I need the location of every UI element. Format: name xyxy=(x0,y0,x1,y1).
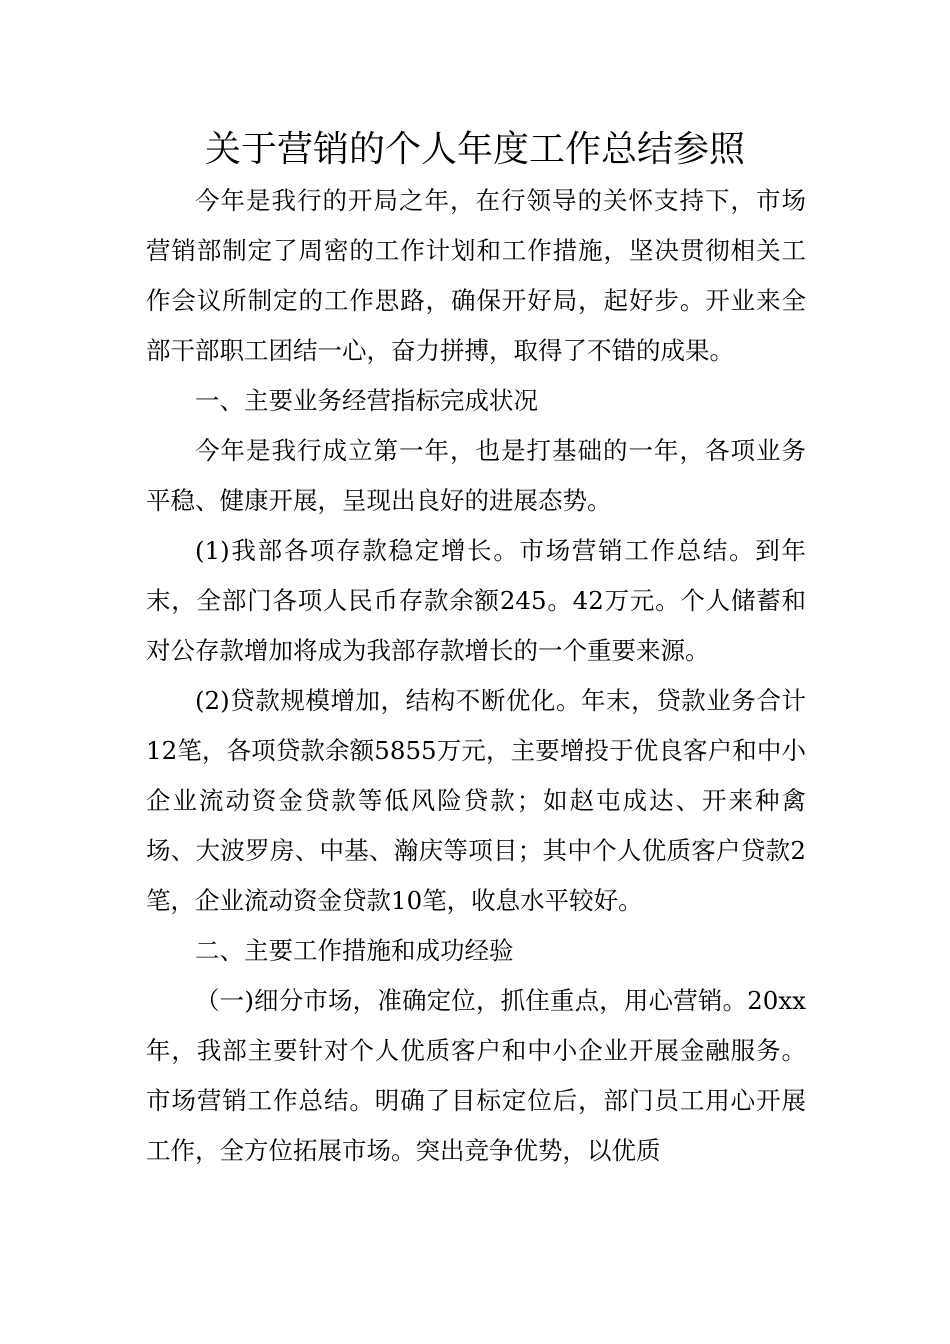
paragraph-deposits: (1)我部各项存款稳定增长。市场营销工作总结。到年末，全部门各项人民币存款余额245。42万元。个人储蓄和对公存款增加将成为我部存款增长的一个重要来源。 xyxy=(146,536,806,665)
paragraph-loans: (2)贷款规模增加，结构不断优化。年末，贷款业务合计12笔，各项贷款余额5855万元，主要增投于优良客户和中小企业流动资金贷款等低风险贷款；如赵屯成达、开来种禽场、大波罗房、中基、瀚庆等项目；其中个人优质客户贷款2笔，企业流动资金贷款10笔，收息水平较好。 xyxy=(146,686,806,915)
paragraph-market-segmentation: （一)细分市场，准确定位，抓住重点，用心营销。20xx年，我部主要针对个人优质客户和中小企业开展金融服务。市场营销工作总结。明确了目标定位后，部门员工用心开展工作，全方位拓展市场。突出竞争优势，以优质 xyxy=(146,986,806,1165)
document-body xyxy=(146,176,806,1176)
section-heading-1: 一、主要业务经营指标完成状况 xyxy=(195,386,538,415)
document-title: 关于营销的个人年度工作总结参照 xyxy=(204,129,745,170)
paragraph-intro: 今年是我行的开局之年，在行领导的关怀支持下，市场营销部制定了周密的工作计划和工作措施，坚决贯彻相关工作会议所制定的工作思路，确保开好局，起好步。开业来全部干部职工团结一心，奋力拼搏，取得了不错的成果。 xyxy=(146,186,806,365)
paragraph-overview: 今年是我行成立第一年，也是打基础的一年，各项业务平稳、健康开展，呈现出良好的进展态势。 xyxy=(146,436,806,515)
section-heading-2: 二、主要工作措施和成功经验 xyxy=(195,936,514,965)
